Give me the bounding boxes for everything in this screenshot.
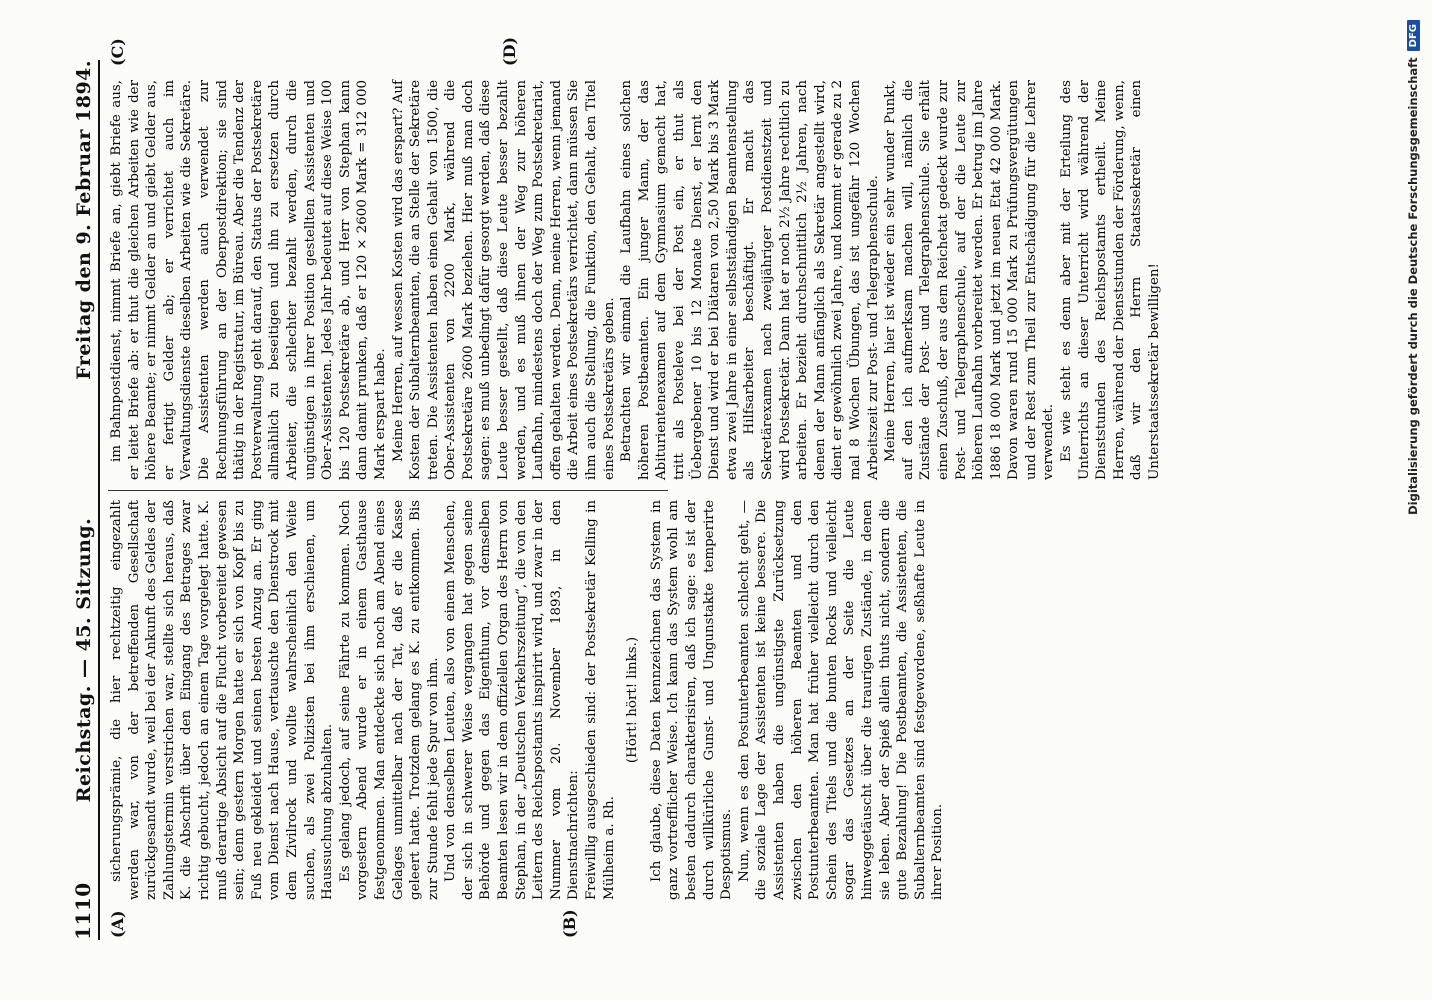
paragraph: (Hört! hört! links.) xyxy=(625,636,641,764)
paragraph: Betrachten wir einmal die Laufbahn eines solchen höheren Postbeamten. Ein junger Mann, der das Abiturientenexamen auf dem Gymnasium gemacht hat, tritt als Posteleve bei der Post ein, er thut als Üebergebener 10 bis 12 Monate Dienst, er lernt den Dienst und wird er bei Diätaren von 2,50 Mark bis 3 Mark etwa zwei Jahre in einer selbstständigen Beamtenstellung als Hilfsarbeiter beschäftigt. Er macht das Sekretärexamen nach zweijähriger Postdienstzeit und wird Postsekretär. Dann hat er noch 2½ Jahre rechtlich zu arbeiten. Er bezieht durchschnittlich 2½ Jahren, nach denen der Mann anfänglich als Sekretär angestellt wird, dient er gewöhnlich zwei Jahre, und kommt er gerade zu 2 mal 8 Wochen Übungen, das ist ungefähr 120 Wochen Arbeitszeit zur Post- und Telegraphenschule. xyxy=(619,80,881,480)
page-number: 1110 xyxy=(71,882,95,940)
dfg-logo: DFG xyxy=(1407,20,1420,51)
margin-marker-d: (D) xyxy=(500,36,519,66)
paragraph: Meine Herren, hier ist wieder ein sehr wunder Punkt, auf den ich aufmerksam machen will, nämlich die Zustände der Post- und Telegraphenschule. Sie erhält einen Zuschuß, der aus dem Reichetat gedeckt wurde zur Post- und Telegraphenschule, auf der die Leute zur höheren Laufbahn vorbereitet werden. Er betrug im Jahre 1886 18 000 Mark und jetzt im neuen Etat 42 000 Mark. Davon waren rund 15 000 Mark zu Prüfungsvergütungen und der Rest zum Theil zur Entschädigung für die Lehrer verwendet. xyxy=(883,80,1057,480)
paragraph: im Bahnpostdienst, nimmt Briefe an, giebt Briefe aus, er leitet Briefe ab: er thut die gleichen Arbeiten wie der höhere Beamte; er nimmt Gelder an und giebt Gelder aus, er fertigt Gelder ab; er verrichtet auch im Verwaltungsdienste dieselben Arbeiten wie die Sekretäre. Die Assistenten werden auch verwendet zur Rechnungsführung an der Oberpostdirektion; sie sind thätig in der Registratur, im Büreau. Aber die Tendenz der Postverwaltung geht darauf, den Status der Postsekretäre allmählich zu beseitigen und ihn zu ersetzen durch Arbeiter, die schlechter bezahlt werden, durch die ungünstigen in ihrer Position gestellten Assistenten und Ober-Assistenten. Jedes Jahr bedeutet auf diese Weise 100 bis 120 Postsekretäre ab, und Herr von Stephan kann dann damit prunken, daß er 120 × 2600 Mark = 312 000 Mark erspart habe. xyxy=(109,80,388,480)
paragraph: Ich glaube, diese Daten kennzeichnen das System in ganz vortrefflicher Weise. Ich kann das System wohl am besten dadurch charakterisiren, daß ich sage: es ist der durch willkürliche Gunst- und Ungunstakte temperirte Despotismus. xyxy=(648,500,735,900)
paragraph: Meine Herren, auf wessen Kosten wird das erspart? Auf Kosten der Subalternbeamten, die an Stelle der Sekretäre treten. Die Assistenten haben einen Gehalt von 1500, die Ober-Assistenten von 2200 Mark, während die Postsekretäre 2600 Mark beziehen. Hier muß man doch sagen: es muß unbedingt dafür gesorgt werden, daß diese Leute besser gestellt, daß diese Leute besser bezahlt werden, und es muß ihnen der Weg zur höheren Laufbahn, mindestens doch der Weg zum Postsekretariat, offen gehalten werden. Denn, meine Herren, wenn jemand die Arbeit eines Postsekretärs verrichtet, dann müssen Sie ihm auch die Stellung, die Funktion, den Gehalt, den Titel eines Postsekretärs geben. xyxy=(390,80,617,480)
paragraph: Es wie steht es denn aber mit der Erteilung des Unterrichts an dieser Unterricht wird während der Dienststunden des Reichspostamts ertheilt. Meine Herren, während der Dienststunden der Förderung, wenn, daß wir den Herrn Staatssekretär einen Unterstaatssekretär bewilligen! xyxy=(1059,80,1163,480)
paragraph: Nun, wenn es den Postunterbeamten schlecht geht, — die soziale Lage der Assistenten ist keine bessere. Die Assistenten haben die ungünstigste Zurücksetzung zwischen den höheren Beamten und den Postunterbeamten. Man hat früher vielleicht durch den Schein des Titels und die bunten Rocks und vielleicht sogar das Gesetzes an der Seite die Leute hinweggetäuscht über die traurigen Zustände, in denen sie leben. Aber der Spieß allein thuts nicht, sondern die gute Bezahlung! Die Postbeamten, die Assistenten, die Subalternbeamten sind festgewordene, seßhafte Leute in ihrer Position. xyxy=(736,500,946,900)
left-text-column xyxy=(108,500,946,900)
paragraph: Es gelang jedoch, auf seine Fährte zu kommen. Noch vorgestern Abend wurde er in einem Gasthause festgenommen. Man entdeckte sich noch am Abend eines Gelages unmittelbar nach der Tat, daß er die Kasse geleert hatte. Trotzdem gelang es K. zu entkommen. Bis zur Stunde fehlt jede Spur von ihm. xyxy=(337,500,441,900)
header-rule xyxy=(98,60,100,940)
paragraph: Freiwillig ausgeschieden sind: der Postsekretär Kelling in Mülheim a. Rh. xyxy=(584,500,617,900)
paragraph: sicherungsprämie, die hier rechtzeitig eingezahlt werden war, von der betreffenden Gesellschaft zurückgesandt wurde, weil bei der Ankunft des Geldes der Zahlungstermin verstrichen war, stellte sich heraus, daß K. die Abschrift über den Eingang des Betrages zwar richtig gebucht, jedoch an einem Tage vorgelegt hatte. K. muß derartige Absicht auf die Flucht vorbereitet gewesen sein; denn gestern Morgen hatte er sich von Kopf bis zu Fuß neu gekleidet und seinen besten Anzug an. Er ging vom Dienst nach Hause, vertauschte den Dienstrock mit dem Zivilrock und wollte wahrscheinlich den Weite suchen, als zwei Polizisten bei ihm erschienen, um Haussuchung abzuhalten. xyxy=(109,500,336,900)
dfg-funding-stamp xyxy=(1400,20,1426,980)
running-header xyxy=(55,60,95,940)
header-left xyxy=(71,518,95,940)
session-title: Reichstag. — 45. Sitzung. xyxy=(73,517,95,803)
margin-marker-a: (A) xyxy=(108,910,127,938)
right-text-column xyxy=(108,80,1163,480)
column-divider xyxy=(108,490,668,491)
funding-notice: Digitalisierung gefördert durch die Deutsche Forschungsgemeinschaft xyxy=(1406,57,1420,515)
paragraph: Und von denselben Leuten, also von einem Menschen, der sich in schwerer Weise vergangen hat gegen seine Behörde und gegen das Eigenthum, vor demselben Beamten lesen wir in dem offiziellen Organ des Herrn von Stephan, in der „Deutschen Verkehrszeitung“, die von den Leitern des Reichspostamts inspirirt wird, und zwar in der Nummer vom 20. November 1893, in den Dienstnachrichten: xyxy=(443,500,582,900)
margin-marker-b: (B) xyxy=(560,909,579,938)
margin-marker-c: (C) xyxy=(108,38,127,66)
session-date: Freitag den 9. Februar 1894. xyxy=(73,60,95,380)
